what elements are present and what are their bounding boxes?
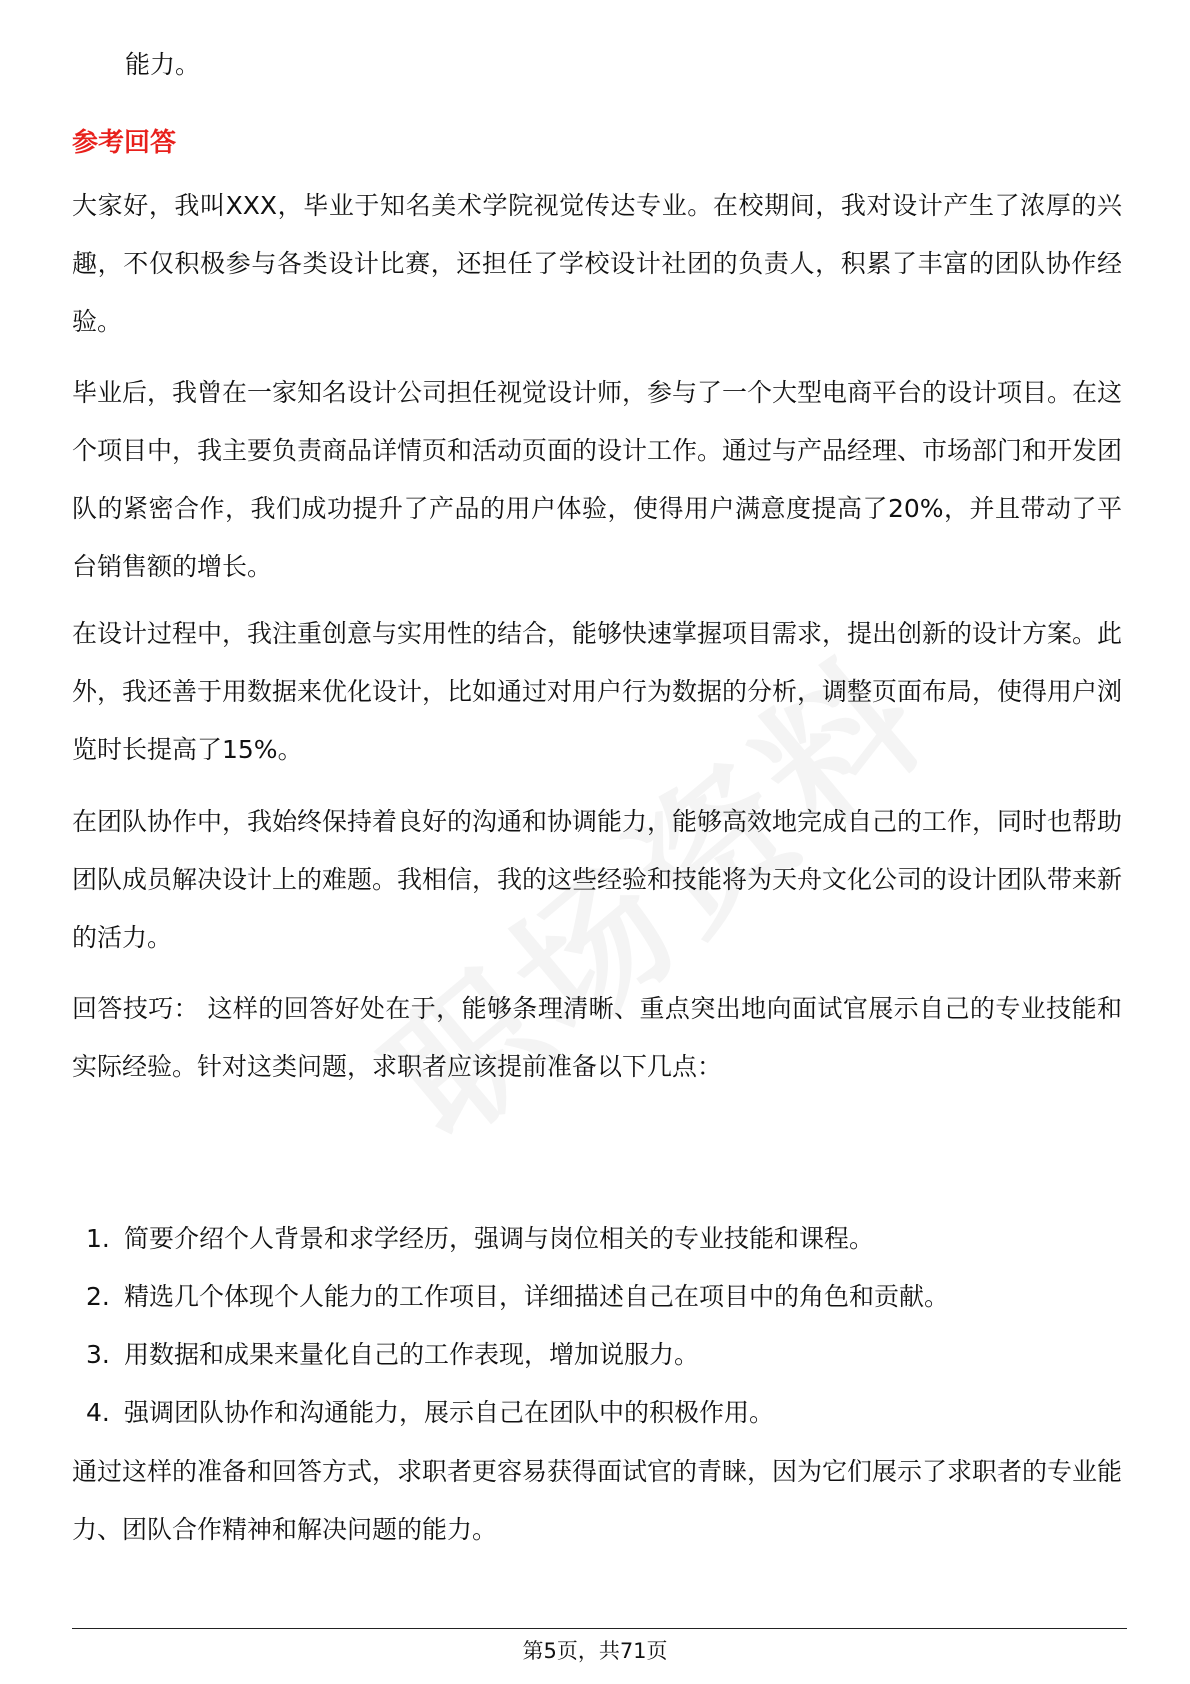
list-item bbox=[72, 1326, 949, 1384]
tips-list bbox=[72, 1210, 949, 1442]
list-number: 2. bbox=[86, 1282, 110, 1311]
list-item-text: 用数据和成果来量化自己的工作表现，增加说服力。 bbox=[124, 1340, 700, 1369]
list-item-text: 强调团队协作和沟通能力，展示自己在团队中的积极作用。 bbox=[124, 1398, 775, 1427]
list-item-text: 精选几个体现个人能力的工作项目，详细描述自己在项目中的角色和贡献。 bbox=[124, 1282, 950, 1311]
paragraph-intro: 大家好，我叫XXX，毕业于知名美术学院视觉传达专业。在校期间，我对设计产生了浓厚的兴趣，不仅积极参与各类设计比赛，还担任了学校设计社团的负责人，积累了丰富的团队协作经验。 bbox=[72, 191, 1122, 336]
paragraph-closing: 通过这样的准备和回答方式，求职者更容易获得面试官的青睐，因为它们展示了求职者的专业能力、团队合作精神和解决问题的能力。 bbox=[72, 1457, 1123, 1544]
list-item bbox=[72, 1268, 949, 1326]
list-item bbox=[72, 1210, 949, 1268]
footer-divider bbox=[72, 1628, 1127, 1629]
continuation-text: 能力。 bbox=[125, 50, 201, 79]
list-number: 4. bbox=[86, 1398, 110, 1427]
page-number: 第5页，共71页 bbox=[522, 1639, 668, 1663]
paragraph-teamwork: 在团队协作中，我始终保持着良好的沟通和协调能力，能够高效地完成自己的工作，同时也帮助团队成员解决设计上的难题。我相信，我的这些经验和技能将为天舟文化公司的设计团队带来新的活力。 bbox=[72, 807, 1123, 952]
list-number: 1. bbox=[86, 1224, 110, 1253]
paragraph-design-process: 在设计过程中，我注重创意与实用性的结合，能够快速掌握项目需求，提出创新的设计方案。此外，我还善于用数据来优化设计，比如通过对用户行为数据的分析，调整页面布局，使得用户浏览时长提高了15%。 bbox=[72, 619, 1123, 764]
list-item-text: 简要介绍个人背景和求学经历，强调与岗位相关的专业技能和课程。 bbox=[124, 1224, 875, 1253]
list-number: 3. bbox=[86, 1340, 110, 1369]
section-heading: 参考回答 bbox=[72, 128, 177, 158]
paragraph-experience: 毕业后，我曾在一家知名设计公司担任视觉设计师，参与了一个大型电商平台的设计项目。在这个项目中，我主要负责商品详情页和活动页面的设计工作。通过与产品经理、市场部门和开发团队的紧密合作，我们成功提升了产品的用户体验，使得用户满意度提高了20%，并且带动了平台销售额的增长。 bbox=[72, 378, 1123, 581]
paragraph-tips: 回答技巧： 这样的回答好处在于，能够条理清晰、重点突出地向面试官展示自己的专业技能和实际经验。针对这类问题，求职者应该提前准备以下几点： bbox=[72, 994, 1122, 1081]
list-item bbox=[72, 1384, 949, 1442]
